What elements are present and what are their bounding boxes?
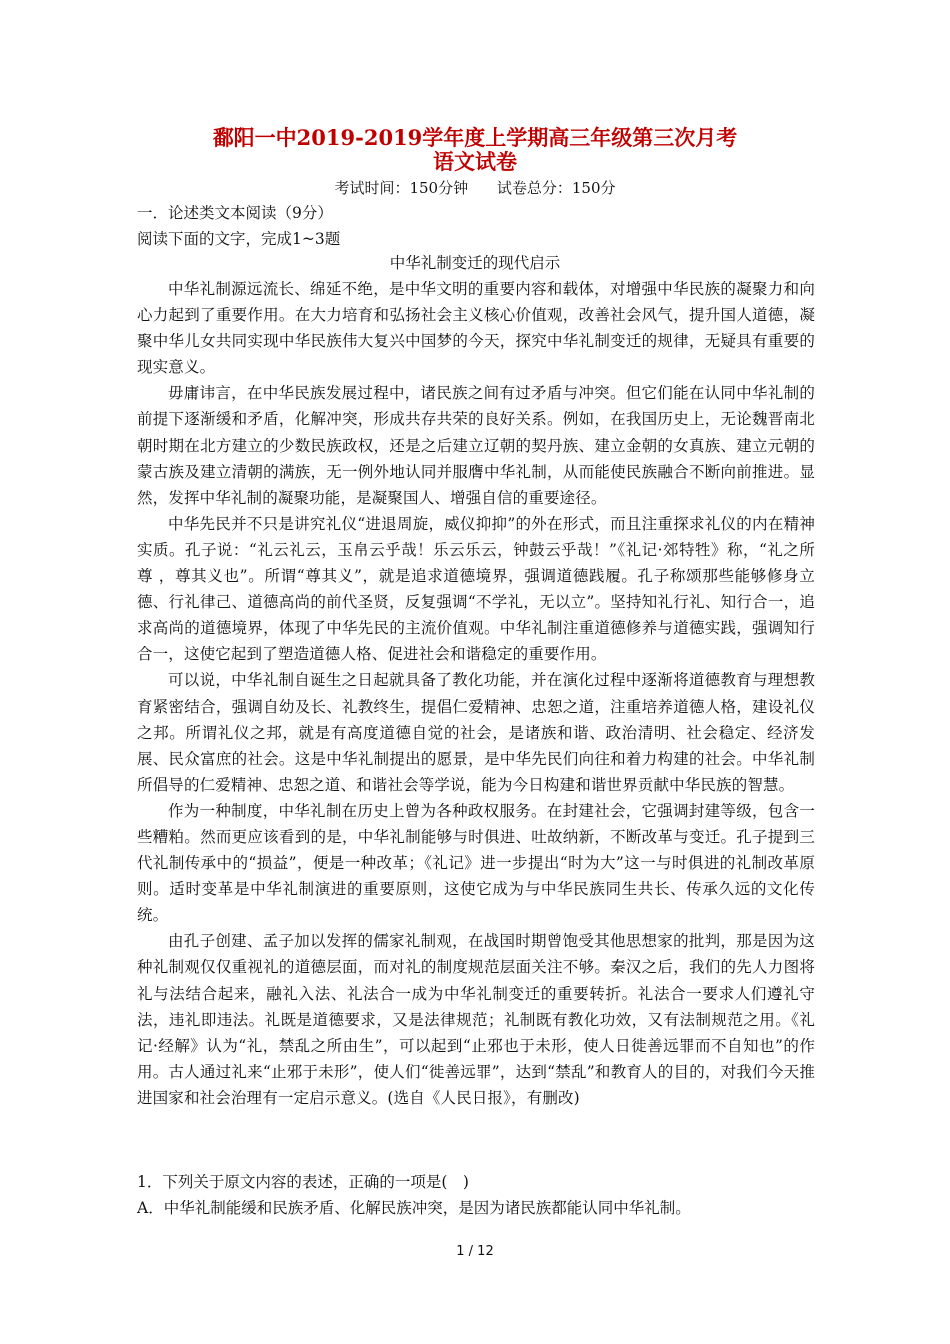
- article-paragraph: 作为一种制度，中华礼制在历史上曾为各种政权服务。在封建社会，它强调封建等级，包含一些糟粕。然而更应该看到的是，中华礼制能够与时俱进、吐故纳新，不断改革与变迁。孔子提到三代礼制传承中的“损益”，便是一种改革；《礼记》进一步提出“时为大”这一与时俱进的礼制改革原则。适时变革是中华礼制演进的重要原则，这使它成为与中华民族同生共长、传承久远的文化传统。: [137, 801, 815, 925]
- article-paragraph: 由孔子创建、孟子加以发挥的儒家礼制观，在战国时期曾饱受其他思想家的批判，那是因为这种礼制观仅仅重视礼的道德层面，而对礼的制度规范层面关注不够。秦汉之后，我们的先人力图将礼与法结合起来，融礼入法、礼法合一成为中华礼制变迁的重要转折。礼法合一要求人们遵礼守法，违礼即违法。礼既是道德要求，又是法律规范；礼制既有教化功效，又有法制规范之用。《礼记·经解》认为“礼，禁乱之所由生”，可以起到“止邪也于未形，使人日徙善远罪而不自知也”的作用。古人通过礼来“止邪于未形”，使人们“徙善远罪”，达到“禁乱”和教育人的目的，对我们今天推进国家和社会治理有一定启示意义。(选自《人民日报》，有删改): [137, 932, 815, 1107]
- article-paragraph: 中华先民并不只是讲究礼仪“进退周旋，威仪抑抑”的外在形式，而且注重探求礼仪的内在精神实质。孔子说：“礼云礼云，玉帛云乎哉！乐云乐云，钟鼓云乎哉！”《礼记·郊特牲》称，“礼之所尊 ，尊其义也”。所谓“尊其义”，就是追求道德境界，强调道德践履。孔子称颂那些能够修身立德、行礼律己、道德高尚的前代圣贤，反复强调“不学礼，无以立”。坚持知礼行礼、知行合一，追求高尚的道德境界，体现了中华先民的主流价值观。中华礼制注重道德修养与道德实践，强调知行合一，这使它起到了塑造道德人格、促进社会和谐稳定的重要作用。: [137, 514, 815, 664]
- question-1-option-a: A．中华礼制能缓和民族矛盾、化解民族冲突，是因为诸民族都能认同中华礼制。: [137, 1199, 691, 1217]
- article-title: 中华礼制变迁的现代启示: [389, 254, 561, 272]
- exam-title: 鄱阳一中2019-2019学年度上学期高三年级第三次月考: [212, 125, 738, 150]
- section-heading: 一．论述类文本阅读（9分）: [137, 204, 333, 222]
- question-1-stem: 1．下列关于原文内容的表述，正确的一项是( ): [137, 1173, 469, 1191]
- article-body: [137, 276, 815, 1111]
- exam-subject-title: 语文试卷: [433, 149, 517, 174]
- exam-info: [0, 178, 950, 198]
- total-score: 试卷总分：150分: [496, 179, 616, 197]
- article-paragraph: 毋庸讳言，在中华民族发展过程中，诸民族之间有过矛盾与冲突。但它们能在认同中华礼制的前提下逐渐缓和矛盾，化解冲突，形成共存共荣的良好关系。例如，在我国历史上，无论魏晋南北朝时期在北方建立的少数民族政权，还是之后建立辽朝的契丹族、建立金朝的女真族、建立元朝的蒙古族及建立清朝的满族，无一例外地认同并服膺中华礼制，从而能使民族融合不断向前推进。显然，发挥中华礼制的凝聚功能，是凝聚国人、增强自信的重要途径。: [137, 384, 815, 507]
- article-paragraph: 中华礼制源远流长、绵延不绝，是中华文明的重要内容和载体，对增强中华民族的凝聚力和向心力起到了重要作用。在大力培育和弘扬社会主义核心价值观，改善社会风气，提升国人道德，凝聚中华儿女共同实现中华民族伟大复兴中国梦的今天，探究中华礼制变迁的规律，无疑具有重要的现实意义。: [137, 280, 815, 377]
- exam-time: 考试时间：150分钟: [334, 179, 469, 197]
- reading-instruction: 阅读下面的文字，完成1~3题: [137, 230, 341, 248]
- article-paragraph: 可以说，中华礼制自诞生之日起就具备了教化功能，并在演化过程中逐渐将道德教育与理想教育紧密结合，强调自幼及长、礼教终生，提倡仁爱精神、忠恕之道，注重培养道德人格，建设礼仪之邦。所谓礼仪之邦，就是有高度道德自觉的社会，是诸族和谐、政治清明、社会稳定、经济发展、民众富庶的社会。这是中华礼制提出的愿景，是中华先民们向往和着力构建的社会。中华礼制所倡导的仁爱精神、忠恕之道、和谐社会等学说，能为今日构建和谐世界贡献中华民族的智慧。: [137, 671, 815, 794]
- page-number: 1 / 12: [456, 1244, 494, 1259]
